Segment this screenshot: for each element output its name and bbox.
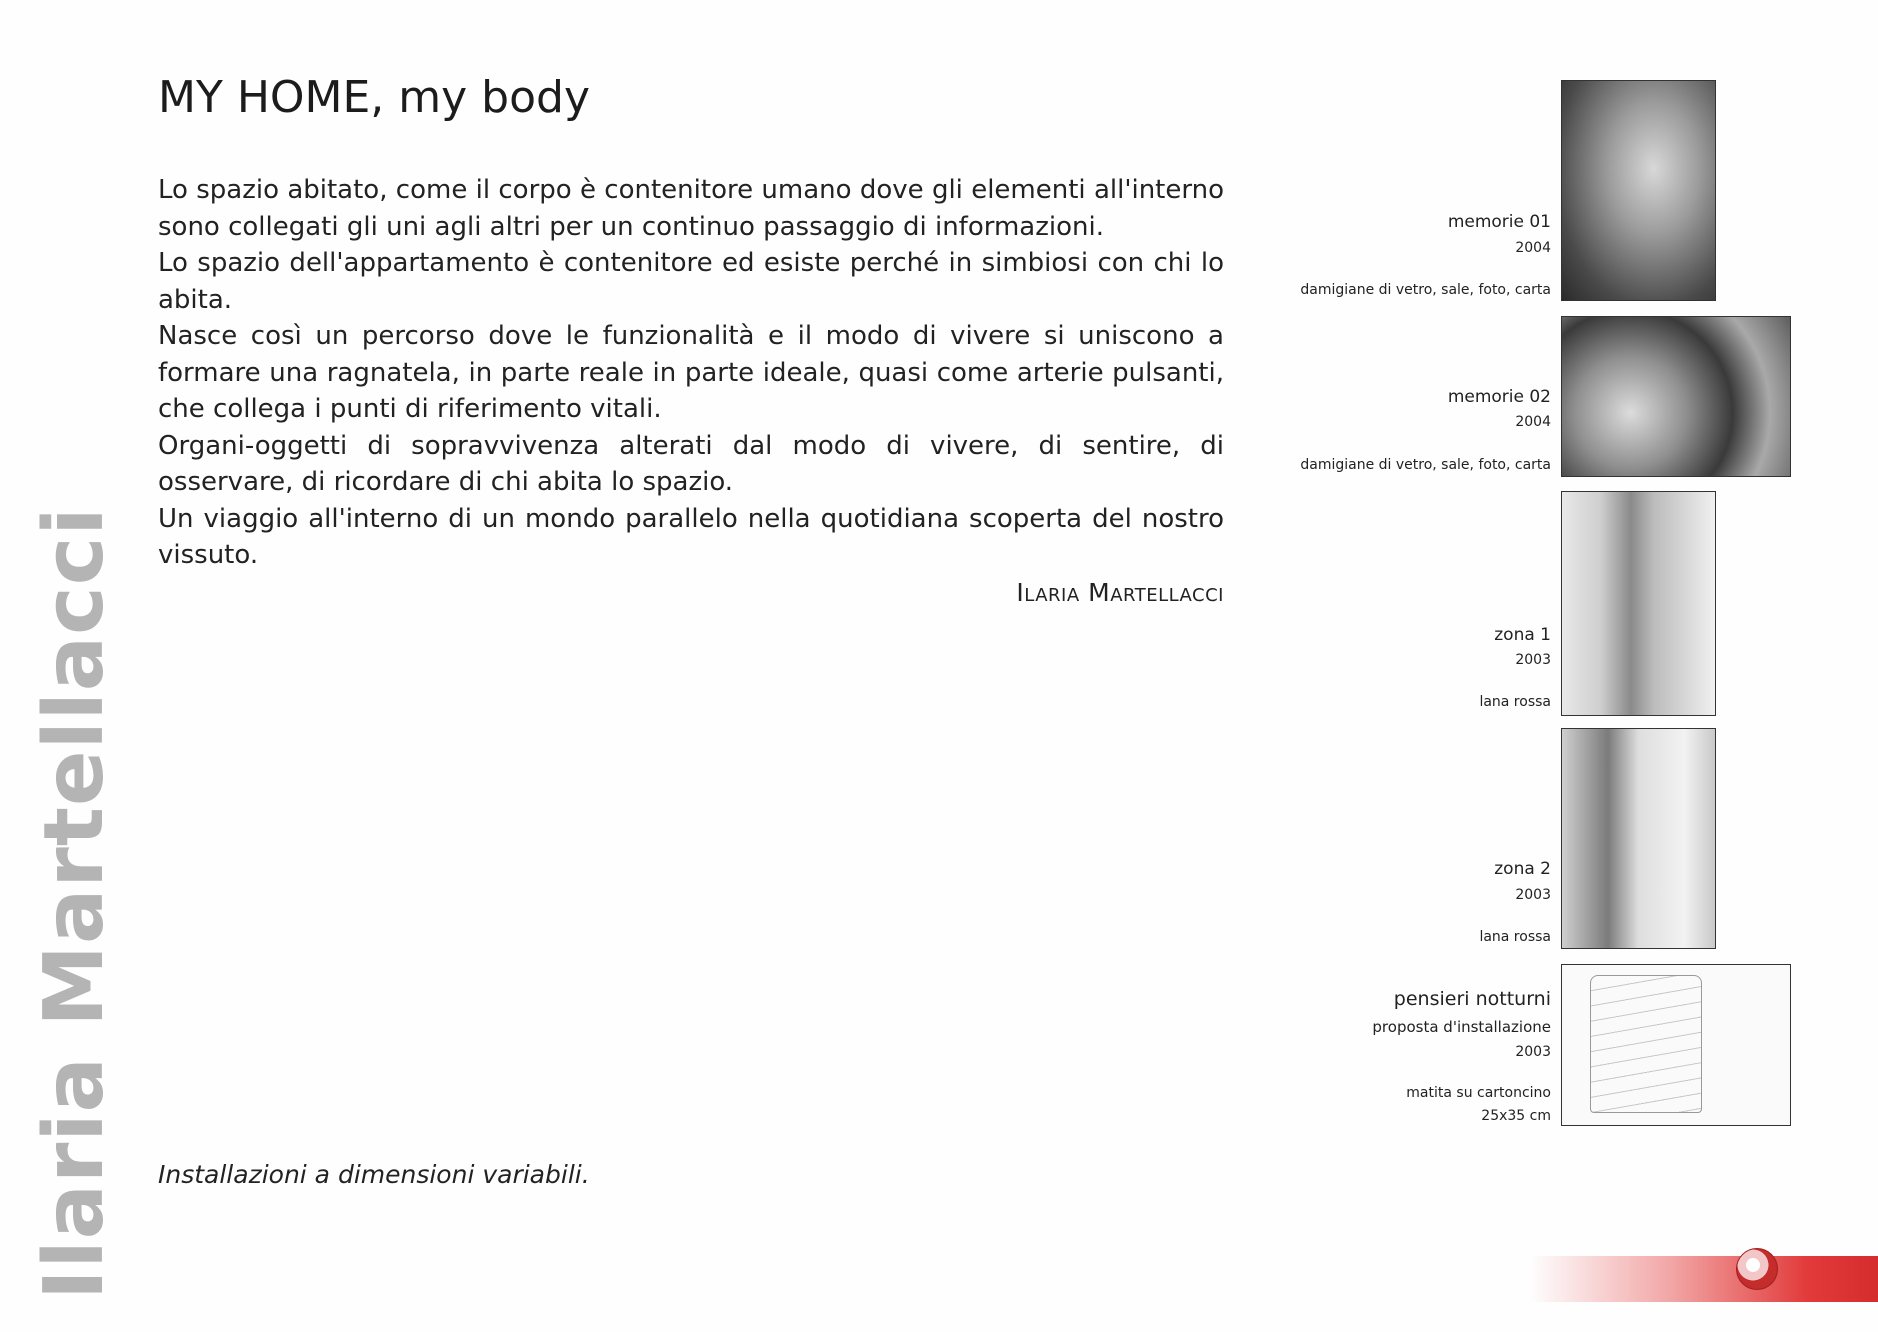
statement-text <box>158 172 1224 574</box>
paragraph: Organi-oggetti di sopravvivenza alterati dal modo di vivere, di sentire, di osservare, di ricordare di chi abita lo spazio. <box>158 430 1224 497</box>
work-size: 25x35 cm <box>1481 1108 1551 1124</box>
paragraph: Un viaggio all'interno di un mondo parallelo nella quotidiana scoperta del nostro vissuto. <box>158 503 1224 570</box>
footnote: Installazioni a dimensioni variabili. <box>158 1160 590 1189</box>
work-photo <box>1561 80 1716 301</box>
work-subtitle: proposta d'installazione <box>1372 1018 1551 1036</box>
work-photo <box>1561 491 1716 716</box>
footer-accent-bar <box>1530 1256 1878 1302</box>
work-year: 2003 <box>1515 652 1551 668</box>
paragraph: Lo spazio abitato, come il corpo è contenitore umano dove gli elementi all'interno sono collegati gli uni agli altri per un continuo passaggio di informazioni. <box>158 175 1224 242</box>
work-photo <box>1561 728 1716 949</box>
work-year: 2003 <box>1515 1044 1551 1060</box>
work-sketch <box>1561 964 1791 1126</box>
work-medium: lana rossa <box>1479 694 1551 710</box>
paragraph: Lo spazio dell'appartamento è contenitore ed esiste perché in simbiosi con chi lo abita. <box>158 248 1224 315</box>
work-medium: damigiane di vetro, sale, foto, carta <box>1300 457 1551 473</box>
page-title: MY HOME, my body <box>158 72 590 123</box>
work-title: zona 1 <box>1494 625 1551 645</box>
work-title: pensieri notturni <box>1393 988 1551 1010</box>
work-title: zona 2 <box>1494 859 1551 879</box>
work-medium: damigiane di vetro, sale, foto, carta <box>1300 282 1551 298</box>
work-title: memorie 02 <box>1447 387 1551 407</box>
work-photo <box>1561 316 1791 477</box>
work-year: 2004 <box>1515 240 1551 256</box>
author-signature: Ilaria Martellacci <box>1016 578 1224 607</box>
paragraph: Nasce così un percorso dove le funzionalità e il modo di vivere si uniscono a formare una ragnatela, in parte reale in parte ideale, quasi come arterie pulsanti, che collega i punti di riferimento vitali. <box>158 321 1224 424</box>
work-medium: lana rossa <box>1479 929 1551 945</box>
work-medium: matita su cartoncino <box>1406 1085 1551 1101</box>
artist-name-vertical: Ilaria Martellacci <box>27 506 122 1300</box>
work-year: 2004 <box>1515 414 1551 430</box>
coffee-cup-icon <box>1736 1248 1778 1290</box>
work-year: 2003 <box>1515 887 1551 903</box>
work-title: memorie 01 <box>1447 212 1551 232</box>
